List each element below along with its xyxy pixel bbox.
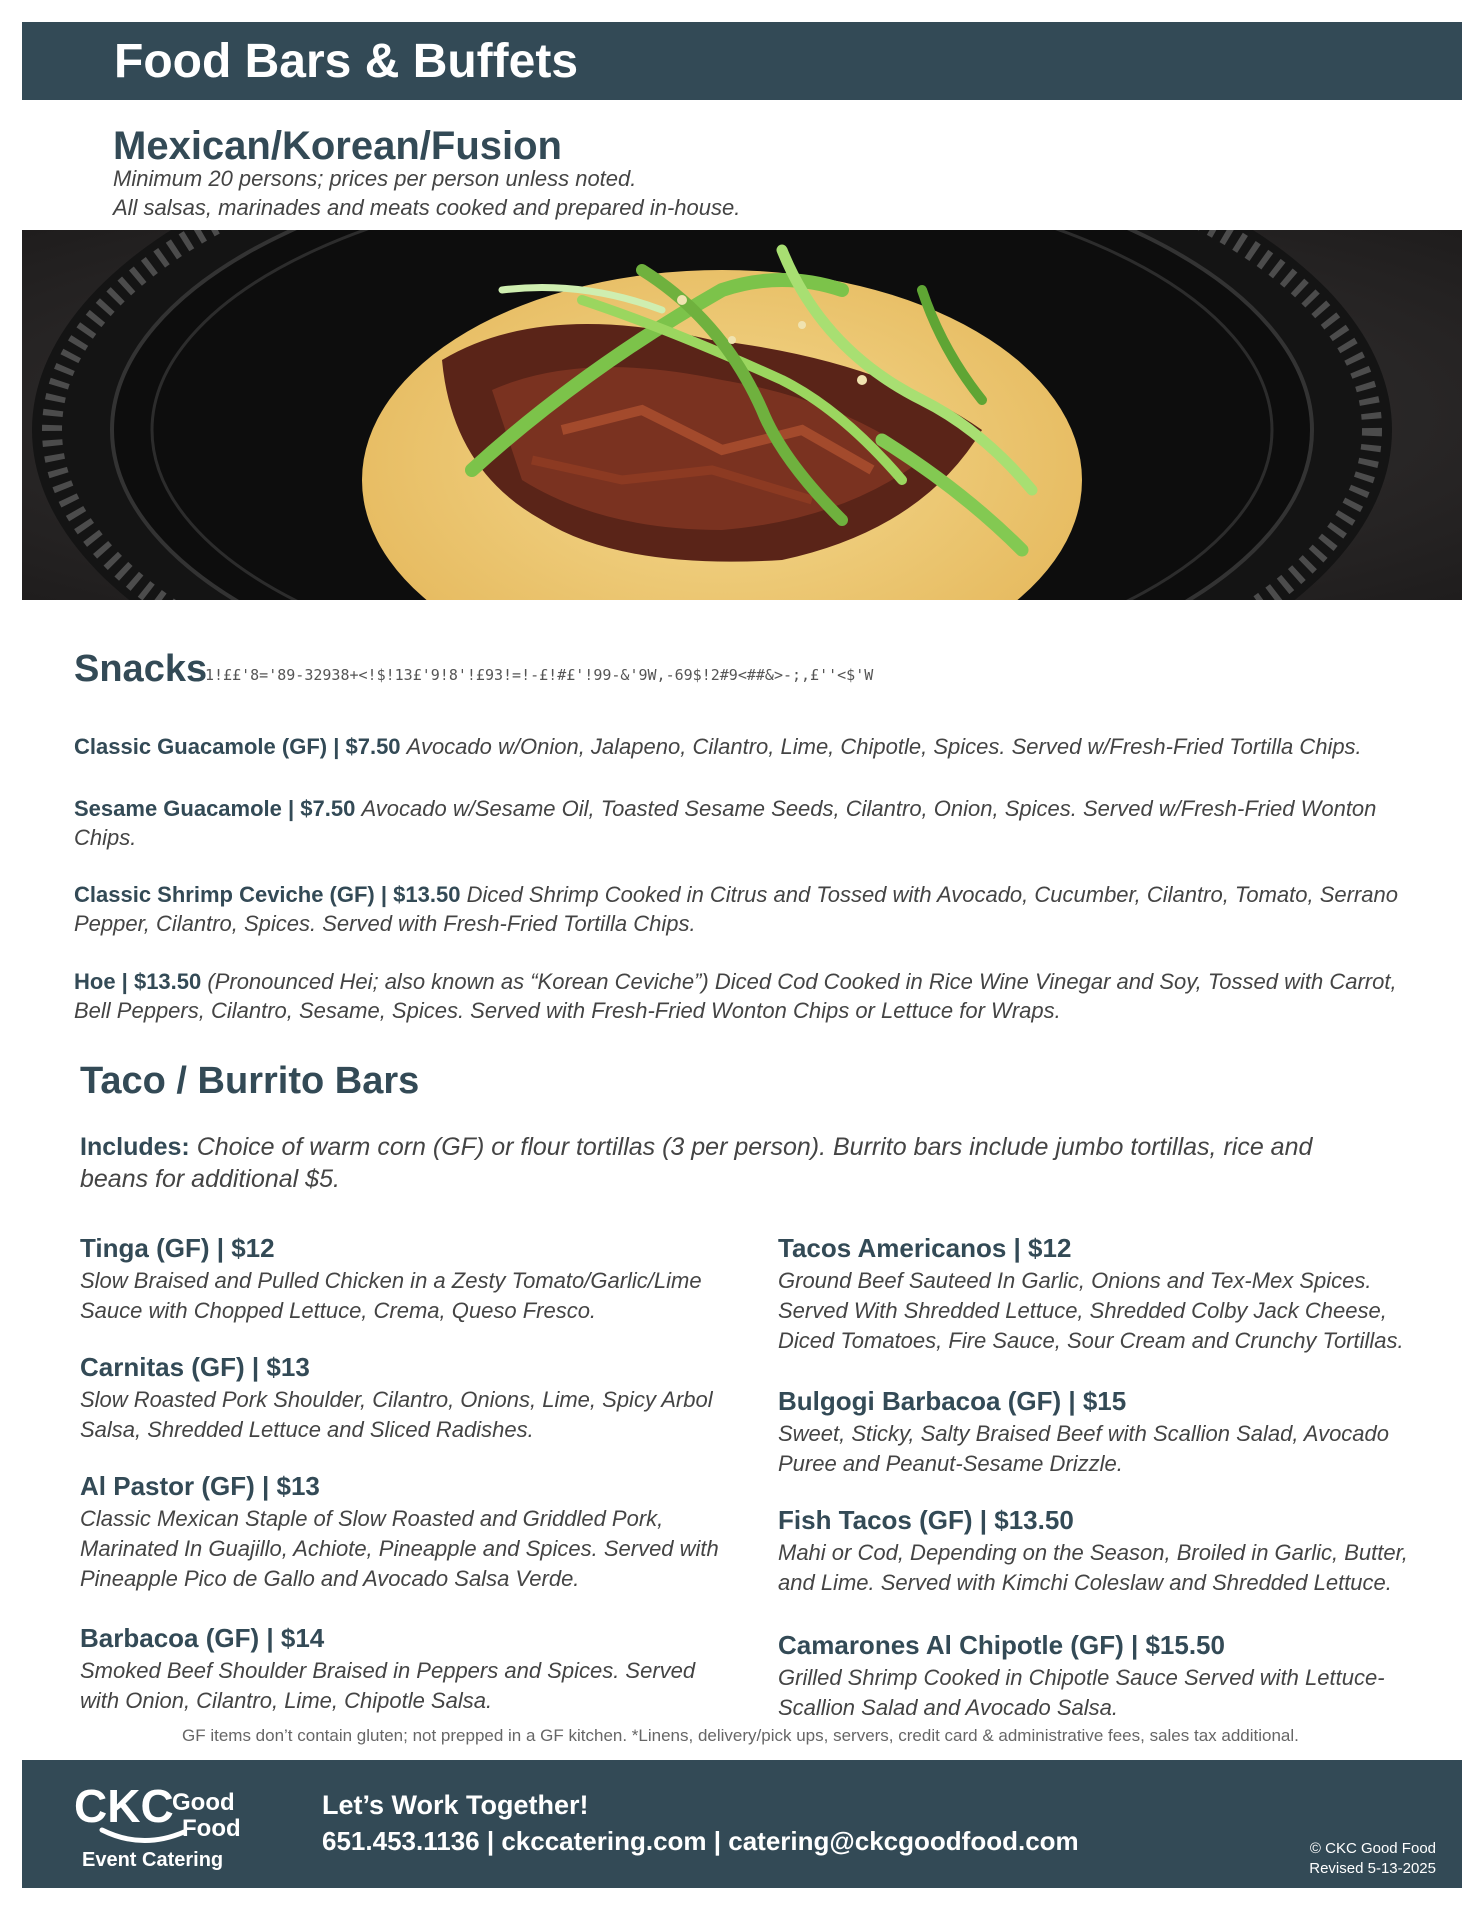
includes-note [80,1131,1340,1195]
header-bar [22,22,1462,100]
snacks-garbled-text: 1!££'8='89-32938+<!$!13£'9!8'!£93!=!-£!#£'!99-&'9W,-69$!2#9<##&>-;,£''<$'W [205,666,874,684]
taco-photo [22,230,1462,600]
taco-photo-illustration [22,230,1462,600]
menu-item [80,1623,730,1716]
snack-price: $13.50 [393,882,461,907]
snack-description: (Pronounced Hei; also known as “Korean Ceviche”) Diced Cod Cooked in Rice Wine Vinegar and Soy, Tossed with Carrot, Bell Peppers, Cilantro, Sesame, Spices. Served with Fresh-Fried Wonton Chips or Lettuce for Wraps. [74,969,1397,1023]
menu-item-title: Bulgogi Barbacoa (GF) | $15 [778,1386,1127,1416]
ckc-logo [72,1778,272,1878]
menu-item-title: Barbacoa (GF) | $14 [80,1623,325,1653]
intro-line-2: All salsas, marinades and meats cooked and prepared in-house. [113,195,741,220]
snack-description: Diced Shrimp Cooked in Citrus and Tossed with Avocado, Cucumber, Cilantro, Tomato, Serrano Pepper, Cilantro, Spices. Served with Fresh-Fried Tortilla Chips. [74,882,1398,936]
menu-item [778,1630,1438,1723]
menu-item-description: Ground Beef Sauteed In Garlic, Onions and Tex-Mex Spices. Served With Shredded Lettuce, Shredded Colby Jack Cheese, Diced Tomatoes, Fire Sauce, Sour Cream and Crunchy Tortillas. [778,1268,1404,1353]
menu-item-title: Camarones Al Chipotle (GF) | $15.50 [778,1630,1225,1660]
snacks-heading: Snacks [74,648,208,690]
footer-copyright: © CKC Good Food [1309,1840,1436,1857]
menu-item [80,1352,730,1445]
menu-item-description: Slow Braised and Pulled Chicken in a Zesty Tomato/Garlic/Lime Sauce with Chopped Lettuce, Crema, Queso Fresco. [80,1268,702,1323]
section-title: Mexican/Korean/Fusion [113,124,562,168]
snack-description: Avocado w/Sesame Oil, Toasted Sesame Seeds, Cilantro, Onion, Spices. Served w/Fresh-Fried Wonton Chips. [74,796,1377,850]
snack-name: Classic Shrimp Ceviche (GF) [74,882,375,907]
snack-name: Hoe [74,969,116,994]
menu-item-description: Sweet, Sticky, Salty Braised Beef with Scallion Salad, Avocado Puree and Peanut-Sesame Drizzle. [778,1421,1390,1476]
menu-item-title: Al Pastor (GF) | $13 [80,1471,320,1501]
taco-bars-heading: Taco / Burrito Bars [80,1060,420,1102]
logo-tagline-text: Event Catering [82,1849,224,1871]
page-title: Food Bars & Buffets [114,35,579,88]
snack-item: Hoe | $13.50 (Pronounced Hei; also known as “Korean Ceviche”) Diced Cod Cooked in Rice Wine Vinegar and Soy, Tossed with Carrot, Bell Peppers, Cilantro, Sesame, Spices. Served with Fresh-Fried Wonton Chips or Lettuce for Wraps. [74,969,1397,1023]
footer-contact[interactable]: 651.453.1136 | ckccatering.com | catering@ckcgoodfood.com [322,1826,1079,1856]
menu-item-description: Slow Roasted Pork Shoulder, Cilantro, Onions, Lime, Spicy Arbol Salsa, Shredded Lettuce and Sliced Radishes. [80,1387,713,1442]
includes-label: Includes: [80,1133,190,1161]
menu-item-title: Tacos Americanos | $12 [778,1233,1072,1263]
footer-bar [22,1760,1462,1888]
menu-item-description: Mahi or Cod, Depending on the Season, Broiled in Garlic, Butter, and Lime. Served with Kimchi Coleslaw and Shredded Lettuce. [778,1540,1408,1595]
menu-item-description: Smoked Beef Shoulder Braised in Peppers and Spices. Served with Onion, Cilantro, Lime, Chipotle Salsa. [80,1658,696,1713]
menu-item [80,1233,730,1326]
snack-item: Classic Guacamole (GF) | $7.50 Avocado w/Onion, Jalapeno, Cilantro, Lime, Chipotle, Spices. Served w/Fresh-Fried Tortilla Chips. [74,734,1362,759]
logo-ckc-text: CKC [74,1780,174,1832]
snack-price: $13.50 [133,969,202,994]
logo-good-text: Good [172,1789,235,1816]
snack-price: $7.50 [345,734,401,759]
menu-item-title: Tinga (GF) | $12 [80,1233,275,1263]
menu-item [778,1233,1438,1356]
snack-name: Classic Guacamole (GF) [74,734,328,759]
intro-line-1: Minimum 20 persons; prices per person unless noted. [113,166,637,191]
snack-description: Avocado w/Onion, Jalapeno, Cilantro, Lime, Chipotle, Spices. Served w/Fresh-Fried Tortilla Chips. [406,734,1362,759]
menu-item-description: Classic Mexican Staple of Slow Roasted and Griddled Pork, Marinated In Guajillo, Achiote, Pineapple and Spices. Served with Pineapple Pico de Gallo and Avocado Salsa Verde. [80,1506,719,1591]
snack-name: Sesame Guacamole [74,796,282,821]
menu-item [80,1471,730,1594]
snack-item: Classic Shrimp Ceviche (GF) | $13.50 Diced Shrimp Cooked in Citrus and Tossed with Avocado, Cucumber, Cilantro, Tomato, Serrano Pepper, Cilantro, Spices. Served with Fresh-Fried Tortilla Chips. [74,882,1398,936]
footer-cta: Let’s Work Together! [322,1790,589,1820]
footnote: GF items don’t contain gluten; not prepped in a GF kitchen. *Linens, delivery/pick ups, servers, credit card & administrative fees, sales tax additional. [182,1726,1299,1745]
menu-item [778,1505,1438,1598]
menu-item [778,1386,1438,1479]
menu-item-title: Carnitas (GF) | $13 [80,1352,310,1382]
snack-price: $7.50 [300,796,356,821]
snack-item: Sesame Guacamole | $7.50 Avocado w/Sesame Oil, Toasted Sesame Seeds, Cilantro, Onion, Spices. Served w/Fresh-Fried Wonton Chips. [74,796,1377,850]
menu-item-description: Grilled Shrimp Cooked in Chipotle Sauce Served with Lettuce-Scallion Salad and Avocado Salsa. [778,1665,1385,1720]
menu-item-title: Fish Tacos (GF) | $13.50 [778,1505,1074,1535]
footer-revised-date: Revised 5-13-2025 [1309,1860,1436,1877]
logo-food-text: Food [182,1815,241,1842]
includes-text: Choice of warm corn (GF) or flour tortillas (3 per person). Burrito bars include jumbo tortillas, rice and beans for additional $5. [80,1133,1313,1193]
